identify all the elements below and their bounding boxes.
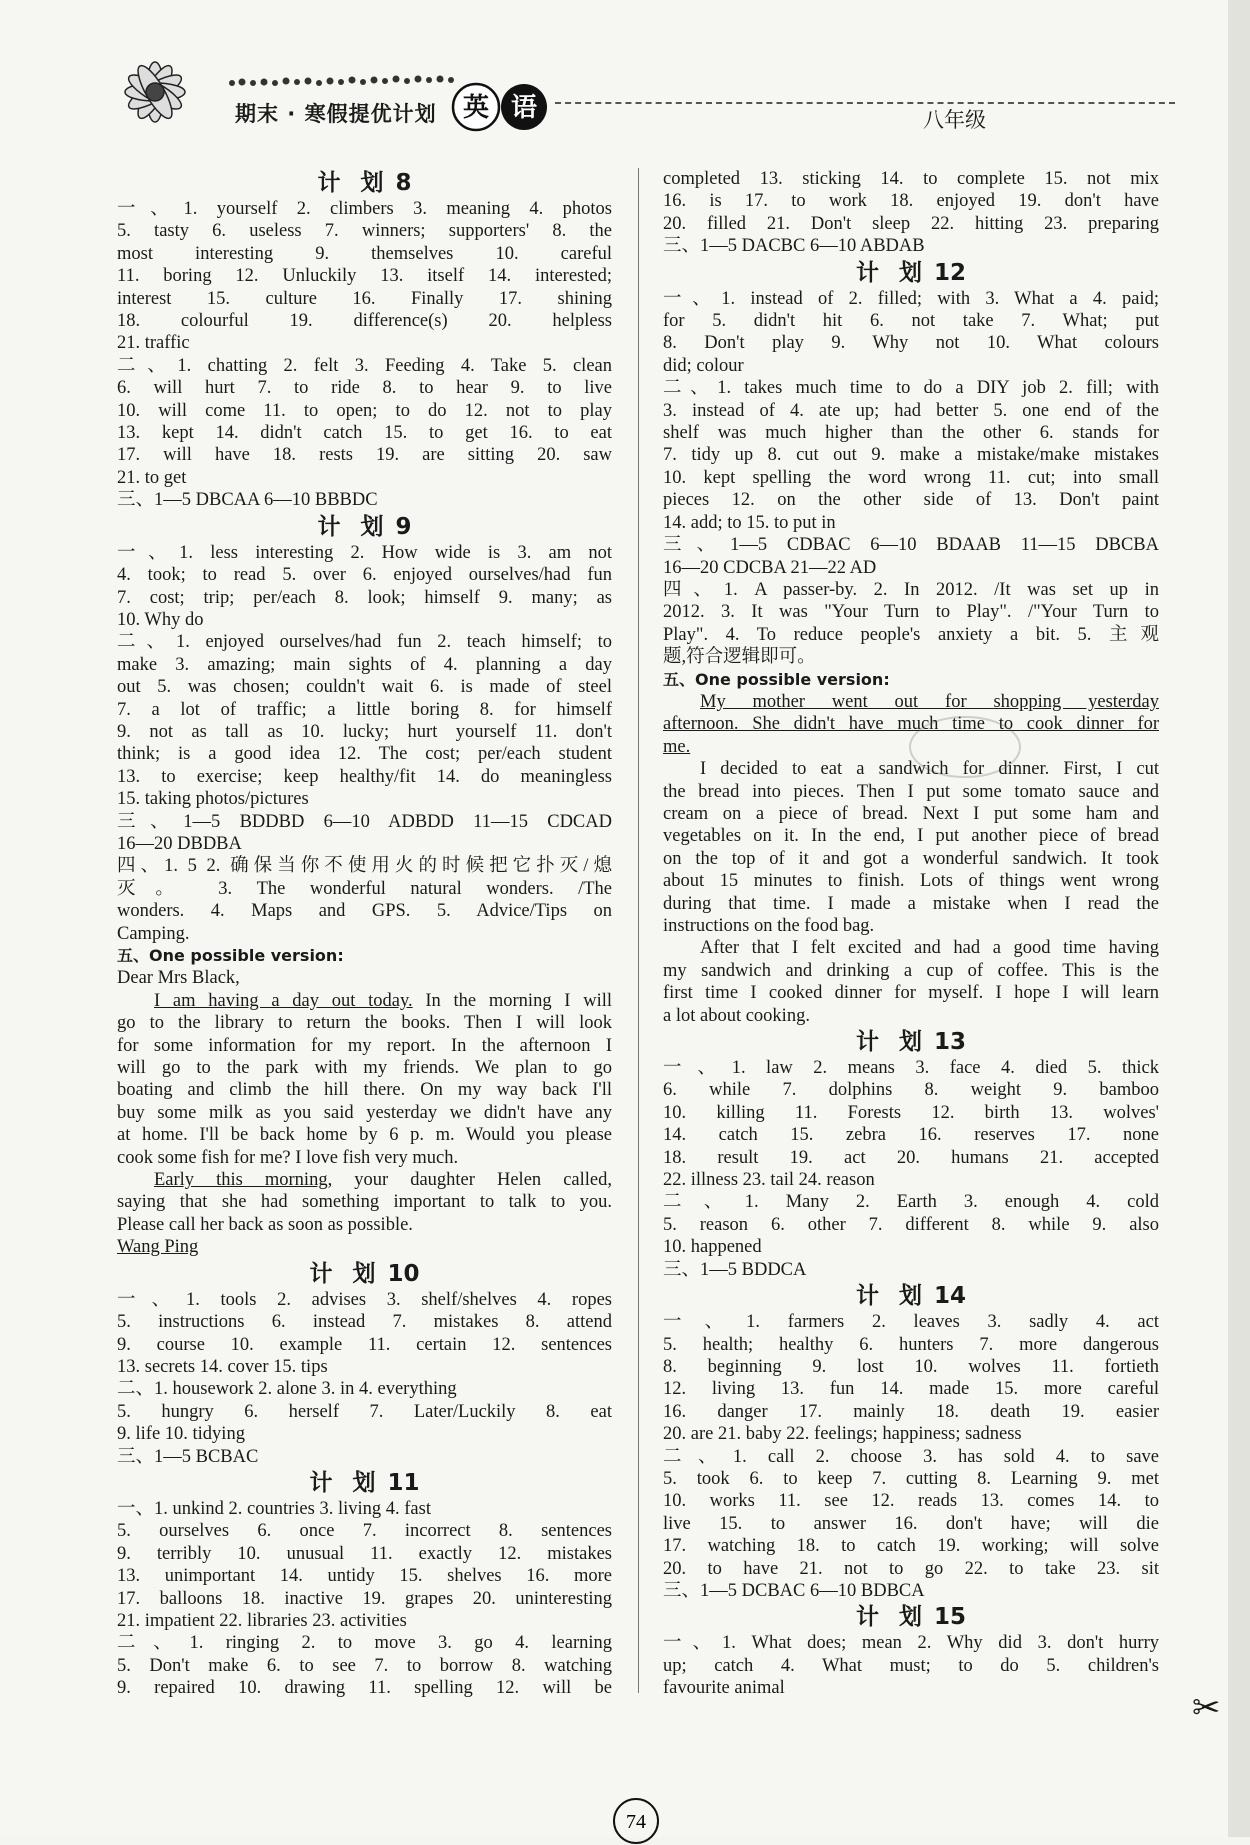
answer-line: 二、1. ringing 2. to move 3. go 4. learning: [117, 1633, 612, 1654]
answer-line: interest 15. culture 16. Finally 17. shining: [117, 288, 612, 309]
answer-line: 一、1. tools 2. advises 3. shelf/shelves 4. ropes: [117, 1289, 612, 1310]
answer-line: on the top of it and got a wonderful sandwich. It took: [663, 848, 1159, 869]
subject-char-1: 英: [462, 93, 490, 123]
answer-line: 13. secrets 14. cover 15. tips: [117, 1356, 328, 1377]
answer-line: 9. terribly 10. unusual 11. exactly 12. mistakes: [117, 1543, 612, 1564]
answer-line: 三、1—5 DCBAC 6—10 BDBCA: [663, 1580, 925, 1601]
answer-line: Dear Mrs Black,: [117, 968, 240, 989]
underlined-opening: I am having a day out today.: [154, 990, 413, 1011]
section-number: 14: [934, 1283, 967, 1310]
answer-line: 7. tidy up 8. cut out 9. make a mistake/make mistakes: [663, 445, 1159, 466]
answer-line: live 15. to answer 16. don't have; will die: [663, 1513, 1159, 1534]
answer-line: 9. course 10. example 11. certain 12. sentences: [117, 1334, 612, 1355]
section-title: [117, 1261, 612, 1288]
answer-line: 17. watching 18. to catch 19. working; will solve: [663, 1536, 1159, 1557]
answer-line: instructions on the food bag.: [663, 916, 875, 936]
answer-line: 5. Don't make 6. to see 7. to borrow 8. watching: [117, 1655, 612, 1676]
answer-line: 16—20 DBDBA: [117, 833, 242, 854]
answer-line: 灭。 3. The wonderful natural wonders. /The: [117, 878, 612, 899]
section-title-text: 计 划: [855, 259, 928, 286]
underlined-opening: Early this morning,: [154, 1170, 333, 1191]
answer-line: Please call her back as soon as possible.: [117, 1214, 413, 1235]
answer-line: 2012. 3. It was "Your Turn to Play". /"Your Turn to: [663, 602, 1159, 623]
page-number-text: 74: [626, 1811, 646, 1833]
answer-line: 一、1. instead of 2. filled; with 3. What a 4. paid;: [663, 288, 1159, 309]
answer-line: 5. ourselves 6. once 7. incorrect 8. sentences: [117, 1521, 612, 1542]
answer-line: 9. life 10. tidying: [117, 1424, 245, 1445]
answer-line: favourite animal: [663, 1678, 785, 1699]
answer-line: during that time. I made a mistake when I read the: [663, 893, 1159, 914]
section-title-text: 计 划: [855, 1604, 928, 1631]
section-number: 11: [387, 1469, 420, 1496]
answer-line: 20. filled 21. Don't sleep 22. hitting 23. preparing: [663, 213, 1159, 234]
answer-line: buy some milk as you said yesterday we didn't have any: [117, 1102, 612, 1123]
answer-line: shelf was much higher than the other 6. stands for: [663, 423, 1159, 444]
answer-line: first time I cooked dinner for myself. I hope I will learn: [663, 983, 1159, 1004]
answer-line: think; is a good idea 12. The cost; per/each student: [117, 744, 612, 765]
answer-line: 一、1. law 2. means 3. face 4. died 5. thick: [663, 1058, 1159, 1079]
answer-line: for some information for my report. In the afternoon I: [117, 1035, 612, 1056]
answer-line: cook some fish for me? I love fish very much.: [117, 1147, 459, 1168]
answer-line: did; colour: [663, 355, 744, 376]
section-title-text: 计 划: [317, 170, 390, 196]
answer-line: 二、1. Many 2. Earth 3. enough 4. cold: [663, 1192, 1159, 1213]
answer-line: 9. repaired 10. drawing 11. spelling 12. will be: [117, 1678, 612, 1699]
answer-line: cream on a piece of bread. Next I put some ham and: [663, 803, 1159, 824]
right-column: [663, 168, 1159, 1700]
answer-line: 四、1. 5 2. 确保当你不使用火的时候把它扑灭/熄: [117, 856, 612, 877]
section-title: [663, 1604, 1159, 1631]
answer-line: 3. instead of 4. ate up; had better 5. one end of the: [663, 400, 1159, 421]
section-number: 13: [934, 1029, 967, 1056]
section-title: [663, 1029, 1159, 1056]
answer-line: vegetables on it. In the end, I put another piece of bread: [663, 826, 1159, 847]
section-number: 8: [395, 170, 412, 196]
answer-line: about 15 minutes to finish. Lots of things went wrong: [663, 871, 1159, 892]
answer-line: 题,符合逻辑即可。: [663, 647, 816, 668]
answer-line: 6. will hurt 7. to ride 8. to hear 9. to live: [117, 378, 612, 399]
page-number: [612, 1797, 660, 1845]
answer-line: 三、1—5 DACBC 6—10 ABDAB: [663, 236, 925, 257]
answer-line: 5. took 6. to keep 7. cutting 8. Learning 9. met: [663, 1468, 1159, 1489]
answer-line: 4. took; to read 5. over 6. enjoyed ourselves/had fun: [117, 565, 612, 586]
answer-line: 10. killing 11. Forests 12. birth 13. wolves': [663, 1102, 1159, 1123]
answer-line: 13. kept 14. didn't catch 15. to get 16. to eat: [117, 423, 612, 444]
answer-line: wonders. 4. Maps and GPS. 5. Advice/Tips on: [117, 901, 612, 922]
answer-line: 21. to get: [117, 467, 187, 488]
subject-badge: [448, 82, 553, 132]
header: [110, 50, 1180, 140]
signature: [117, 1236, 612, 1258]
answer-line: 5. hungry 6. herself 7. Later/Luckily 8. eat: [117, 1401, 612, 1422]
essay-line: I decided to eat a sandwich for dinner. First, I cut: [700, 759, 1159, 780]
answer-line: 18. result 19. act 20. humans 21. accepted: [663, 1147, 1159, 1168]
answer-line: pieces 12. on the other side of 13. Don't paint: [663, 490, 1159, 511]
answer-line: 10. kept spelling the word wrong 11. cut; into small: [663, 467, 1159, 488]
answer-line: 16. danger 17. mainly 18. death 19. easier: [663, 1401, 1159, 1422]
essay-line: [117, 990, 612, 1012]
section-title-text: 计 划: [309, 1260, 382, 1287]
answer-line: 12. living 13. fun 14. made 15. more careful: [663, 1379, 1159, 1400]
column-divider: [638, 168, 639, 1693]
answer-line: 一、1. yourself 2. climbers 3. meaning 4. photos: [117, 199, 612, 219]
torn-edge: [1228, 0, 1250, 1837]
answer-line: 21. impatient 22. libraries 23. activities: [117, 1610, 407, 1631]
answer-line: 三、1—5 CDBAC 6—10 BDAAB 11—15 DBCBA: [663, 535, 1159, 556]
answer-line: 一、1. less interesting 2. How wide is 3. am not: [117, 542, 612, 563]
answer-line: 21. traffic: [117, 333, 190, 354]
answer-line: 8. beginning 9. lost 10. wolves 11. fortieth: [663, 1356, 1159, 1377]
answer-line: 6. while 7. dolphins 8. weight 9. bamboo: [663, 1080, 1159, 1101]
answer-line: 10. will come 11. to open; to do 12. not to play: [117, 400, 612, 421]
section-title: [663, 260, 1159, 287]
answer-line: up; catch 4. What must; to do 5. children's: [663, 1655, 1159, 1676]
answer-line: completed 13. sticking 14. to complete 15. not mix: [663, 169, 1159, 189]
essay-underlined-line: afternoon. She didn't have much time to cook dinner for: [663, 714, 1159, 735]
answer-line: 三、1—5 BCBAC: [117, 1446, 259, 1467]
answer-line: 10. Why do: [117, 609, 204, 630]
answer-line: 三、1—5 DBCAA 6—10 BBBDC: [117, 490, 378, 511]
essay-line: [117, 1169, 612, 1191]
answer-line: 11. boring 12. Unluckily 13. itself 14. interested;: [117, 266, 612, 287]
section-number: 12: [934, 259, 967, 286]
flower-icon: [110, 50, 220, 140]
subject-char-2: 语: [510, 93, 538, 123]
watermark-stamp: [905, 712, 1025, 782]
answer-line: my sandwich and drinking a cup of coffee. This is the: [663, 960, 1159, 981]
section-title: [663, 1283, 1159, 1310]
answer-line: 二、1. enjoyed ourselves/had fun 2. teach himself; to: [117, 632, 612, 653]
answer-line: 10. happened: [663, 1237, 762, 1258]
essay-line: After that I felt excited and had a good time having: [700, 938, 1159, 959]
answer-line: saying that she had something important to talk to you.: [117, 1192, 612, 1213]
left-column: [117, 168, 612, 1700]
essay-heading: 五、One possible version:: [117, 946, 344, 965]
answer-line: 20. to have 21. not to go 22. to take 23. sit: [663, 1558, 1159, 1579]
answer-line: 16—20 CDCBA 21—22 AD: [663, 557, 877, 578]
answer-line: a lot about cooking.: [663, 1005, 810, 1026]
essay-text: your daughter Helen called,: [332, 1170, 612, 1191]
answer-line: 18. colourful 19. difference(s) 20. helpless: [117, 311, 612, 332]
answer-line: most interesting 9. themselves 10. careful: [117, 243, 612, 264]
section-title-text: 计 划: [309, 1469, 382, 1496]
answer-line: go to the library to return the books. Then I will look: [117, 1013, 612, 1034]
section-title: [117, 1470, 612, 1497]
section-title-text: 计 划: [317, 513, 390, 540]
section-title: [117, 514, 612, 541]
answer-line: the bread into pieces. Then I put some tomato sauce and: [663, 781, 1159, 802]
answer-line: 5. tasty 6. useless 7. winners; supporters' 8. the: [117, 221, 612, 242]
answer-line: 8. Don't play 9. Why not 10. What colours: [663, 333, 1159, 354]
essay-text: In the morning I will: [412, 990, 612, 1011]
answer-line: 13. unimportant 14. untidy 15. shelves 16. more: [117, 1566, 612, 1587]
answer-line: 7. a lot of traffic; a little boring 8. for himself: [117, 699, 612, 720]
answer-line: 5. instructions 6. instead 7. mistakes 8. attend: [117, 1312, 612, 1333]
answer-line: 22. illness 23. tail 24. reason: [663, 1170, 875, 1191]
answer-line: 一、1. What does; mean 2. Why did 3. don't hurry: [663, 1633, 1159, 1654]
essay-underlined-line: My mother went out for shopping yesterday: [700, 691, 1159, 712]
answer-line: 二、1. chatting 2. felt 3. Feeding 4. Take 5. clean: [117, 355, 612, 376]
answer-line: 15. taking photos/pictures: [117, 789, 309, 810]
signature-text: Wang Ping: [117, 1237, 199, 1258]
answer-line: Play". 4. To reduce people's anxiety a bit. 5. 主观: [663, 624, 1159, 645]
section-title-text: 计 划: [855, 1283, 928, 1310]
answer-line: 16. is 17. to work 18. enjoyed 19. don't have: [663, 191, 1159, 212]
answer-line: 一、1. unkind 2. countries 3. living 4. fast: [117, 1498, 431, 1519]
answer-line: at home. I'll be back home by 6 p. m. Would you please: [117, 1125, 612, 1146]
answer-line: 10. works 11. see 12. reads 13. comes 14. to: [663, 1491, 1159, 1512]
answer-line: 5. health; healthy 6. hunters 7. more dangerous: [663, 1334, 1159, 1355]
answer-line: 13. to exercise; keep healthy/fit 14. do meaningless: [117, 766, 612, 787]
answer-line: 14. add; to 15. to put in: [663, 512, 836, 533]
scissors-icon: ✂: [1192, 1690, 1221, 1727]
answer-line: out 5. was chosen; couldn't wait 6. is made of steel: [117, 677, 612, 698]
answer-line: Camping.: [117, 923, 190, 944]
answer-line: 17. will have 18. rests 19. are sitting 20. saw: [117, 445, 612, 466]
answer-line: 5. reason 6. other 7. different 8. while 9. also: [663, 1214, 1159, 1235]
answer-line: boating and climb the hill there. On my way back I'll: [117, 1080, 612, 1101]
series-brand: 期末 · 寒假提优计划: [235, 102, 437, 126]
answer-line: 9. not as tall as 10. lucky; hurt yourself 11. don't: [117, 721, 612, 742]
answer-line: 二、1. takes much time to do a DIY job 2. fill; with: [663, 378, 1159, 399]
header-rule: [555, 102, 1175, 104]
answer-line: 一、1. farmers 2. leaves 3. sadly 4. act: [663, 1312, 1159, 1333]
answer-line: 四、1. A passer-by. 2. In 2012. /It was set up in: [663, 579, 1159, 600]
essay-underlined-line: me.: [663, 736, 691, 757]
section-title: [117, 170, 612, 197]
answer-line: 14. catch 15. zebra 16. reserves 17. none: [663, 1125, 1159, 1146]
section-number: 10: [387, 1260, 420, 1287]
answer-line: will go to the park with my friends. We plan to go: [117, 1058, 612, 1079]
answer-line: 三、1—5 BDDBD 6—10 ADBDD 11—15 CDCAD: [117, 811, 612, 832]
answer-line: 20. are 21. baby 22. feelings; happiness; sadness: [663, 1424, 1022, 1445]
grade-label: 八年级: [923, 108, 986, 132]
section-number: 15: [934, 1604, 967, 1631]
answer-line: 二、1. call 2. choose 3. has sold 4. to save: [663, 1446, 1159, 1467]
essay-heading: 五、One possible version:: [663, 669, 890, 689]
section-title-text: 计 划: [855, 1029, 928, 1056]
answer-line: 7. cost; trip; per/each 8. look; himself 9. many; as: [117, 587, 612, 608]
answer-line: 17. balloons 18. inactive 19. grapes 20. uninteresting: [117, 1588, 612, 1609]
answer-line: make 3. amazing; main sights of 4. planning a day: [117, 654, 612, 675]
answer-line: 三、1—5 BDDCA: [663, 1259, 807, 1280]
answer-line: 二、1. housework 2. alone 3. in 4. everything: [117, 1379, 457, 1400]
answer-line: for 5. didn't hit 6. not take 7. What; put: [663, 311, 1159, 332]
section-number: 9: [395, 513, 412, 540]
